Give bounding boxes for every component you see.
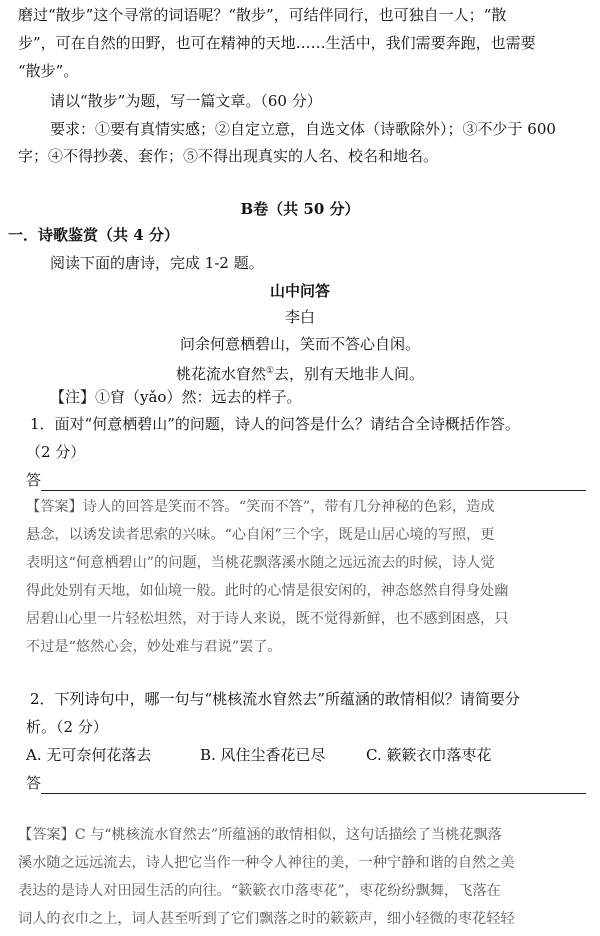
option-b[interactable]: B. 风住尘香花已尽: [200, 746, 326, 764]
answer-1-text: 居碧山心里一片轻松坦然，对于诗人来说，既不觉得新鲜，也不感到困惑，只: [26, 611, 509, 627]
reading-intro: 阅读下面的唐诗，完成 1-2 题。: [50, 254, 264, 272]
prompt-line: “散步”。: [18, 62, 79, 80]
requirements-line: 字；④不得抄袭、套作；⑤不得出现真实的人名、校名和地名。: [18, 147, 439, 165]
question-1: 1．面对“何意栖碧山”的问题，诗人的问答是什么？请结合全诗概括作答。: [30, 415, 520, 433]
answer-2-text: 【答案】C 与“桃核流水窅然去”所蕴涵的敢情相似，这句话描绘了当桃花飘落: [18, 827, 502, 843]
answer-line-2[interactable]: [26, 772, 586, 794]
answer-1-text: 不过是“悠然心会，妙处难与君说”罢了。: [26, 639, 282, 655]
poem-note: 【注】①窅（yǎo）然：远去的样子。: [50, 388, 302, 406]
answer-1-text: 得此处别有天地，如仙境一般。此时的心情是很安闲的，神态悠然自得身处幽: [26, 583, 509, 599]
poem-line-2-start: 桃花流水窅然: [175, 365, 266, 383]
requirements-line: 要求：①要有真情实感；②自定立意，自选文体（诗歌除外）；③不少于 600: [50, 120, 556, 138]
poem-author: 李白: [284, 308, 315, 326]
option-c[interactable]: C. 簌簌衣巾落枣花: [366, 746, 492, 764]
answer-2-text: 词人的衣巾之上，词人甚至听到了它们飘落之时的簌簌声，细小轻微的枣花轻轻: [18, 911, 515, 927]
prompt-line: 磨过“散步”这个寻常的词语呢？“散步”，可结伴同行，也可独自一人；“散: [18, 6, 507, 24]
question-2: 2．下列诗句中，哪一句与“桃核流水窅然去”所蕴涵的敢情相似？请简要分: [30, 690, 520, 708]
essay-instruction: 请以“散步”为题，写一篇文章。（60 分）: [50, 92, 322, 110]
answer-2-text: 溪水随之远远流去，诗人把它当作一种令人神往的美，一种宁静和谐的自然之美: [18, 855, 515, 871]
poem-line-1: 问余何意栖碧山，笑而不答心自闲。: [179, 335, 420, 353]
footnote-marker: ①: [265, 366, 275, 376]
answer-blank[interactable]: [41, 779, 586, 794]
prompt-line: 步”，可在自然的田野，也可在精神的天地……生活中，我们需要奔跑，也需要: [18, 34, 536, 52]
answer-blank[interactable]: [41, 476, 586, 491]
answer-label: 答: [26, 471, 42, 489]
section-b-title: B卷（共 50 分）: [240, 200, 360, 218]
question-1-score: （2 分）: [26, 443, 86, 461]
answer-1-text: 表明这“何意栖碧山”的问题，当桃花飘落溪水随之远远流去的时候，诗人觉: [26, 555, 495, 571]
answer-1-text: 悬念，以诱发读者思索的兴味。“心自闲”三个字，既是山居心境的写照，更: [26, 527, 495, 543]
poem-title: 山中问答: [269, 282, 330, 300]
poem-line-2-end: 去，别有天地非人间。: [274, 365, 425, 383]
part1-heading: 一．诗歌鉴赏（共 4 分）: [8, 226, 179, 244]
answer-2-text: 表达的是诗人对田园生活的向往。“簌簌衣巾落枣花”，枣花纷纷飘舞，飞落在: [18, 883, 501, 899]
poem-line-2: [0, 360, 600, 385]
question-2-score: 析。（2 分）: [26, 718, 108, 736]
option-a[interactable]: A. 无可奈何花落去: [26, 746, 152, 764]
answer-label: 答: [26, 774, 42, 792]
answer-1-text: 【答案】诗人的回答是笑而不答。“笑而不答”，带有几分神秘的色彩，造成: [26, 499, 495, 515]
answer-line-1[interactable]: [26, 469, 586, 491]
